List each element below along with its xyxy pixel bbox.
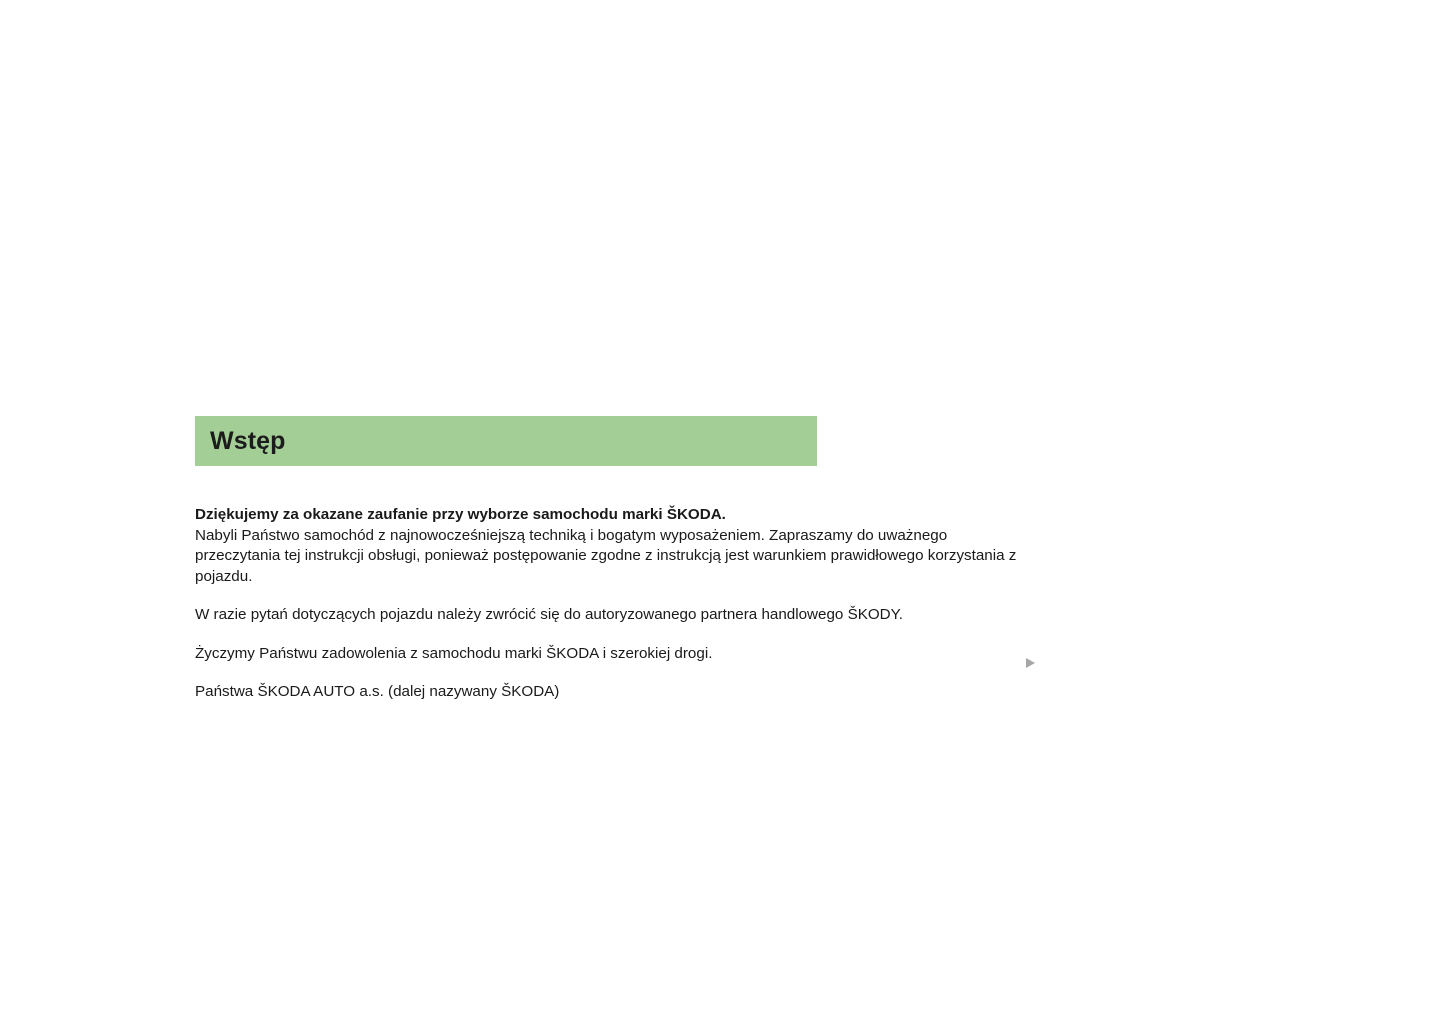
paragraph-dealer-contact: W razie pytań dotyczących pojazdu należy zwrócić się do autoryzowanego partnera handlowego ŠKODY.	[195, 606, 904, 623]
document-content	[195, 505, 1020, 703]
continuation-arrow-icon	[1026, 658, 1035, 668]
intro-body: Nabyli Państwo samochód z najnowocześniejszą techniką i bogatym wyposażeniem. Zapraszamy do uważnego przeczytania tej instrukcji obsługi, ponieważ postępowanie zgodne z instrukcją jest warunkiem prawidłowego korzystania z pojazdu.	[195, 526, 1017, 585]
intro-block	[195, 505, 1020, 587]
paragraph-signature: Państwa ŠKODA AUTO a.s. (dalej nazywany ŠKODA)	[195, 683, 560, 700]
intro-heading: Dziękujemy za okazane zaufanie przy wyborze samochodu marki ŠKODA.	[195, 506, 726, 523]
paragraph-wishes: Życzymy Państwu zadowolenia z samochodu marki ŠKODA i szerokiej drogi.	[195, 644, 713, 662]
page-title: Wstęp	[210, 426, 286, 455]
section-header	[195, 416, 817, 466]
